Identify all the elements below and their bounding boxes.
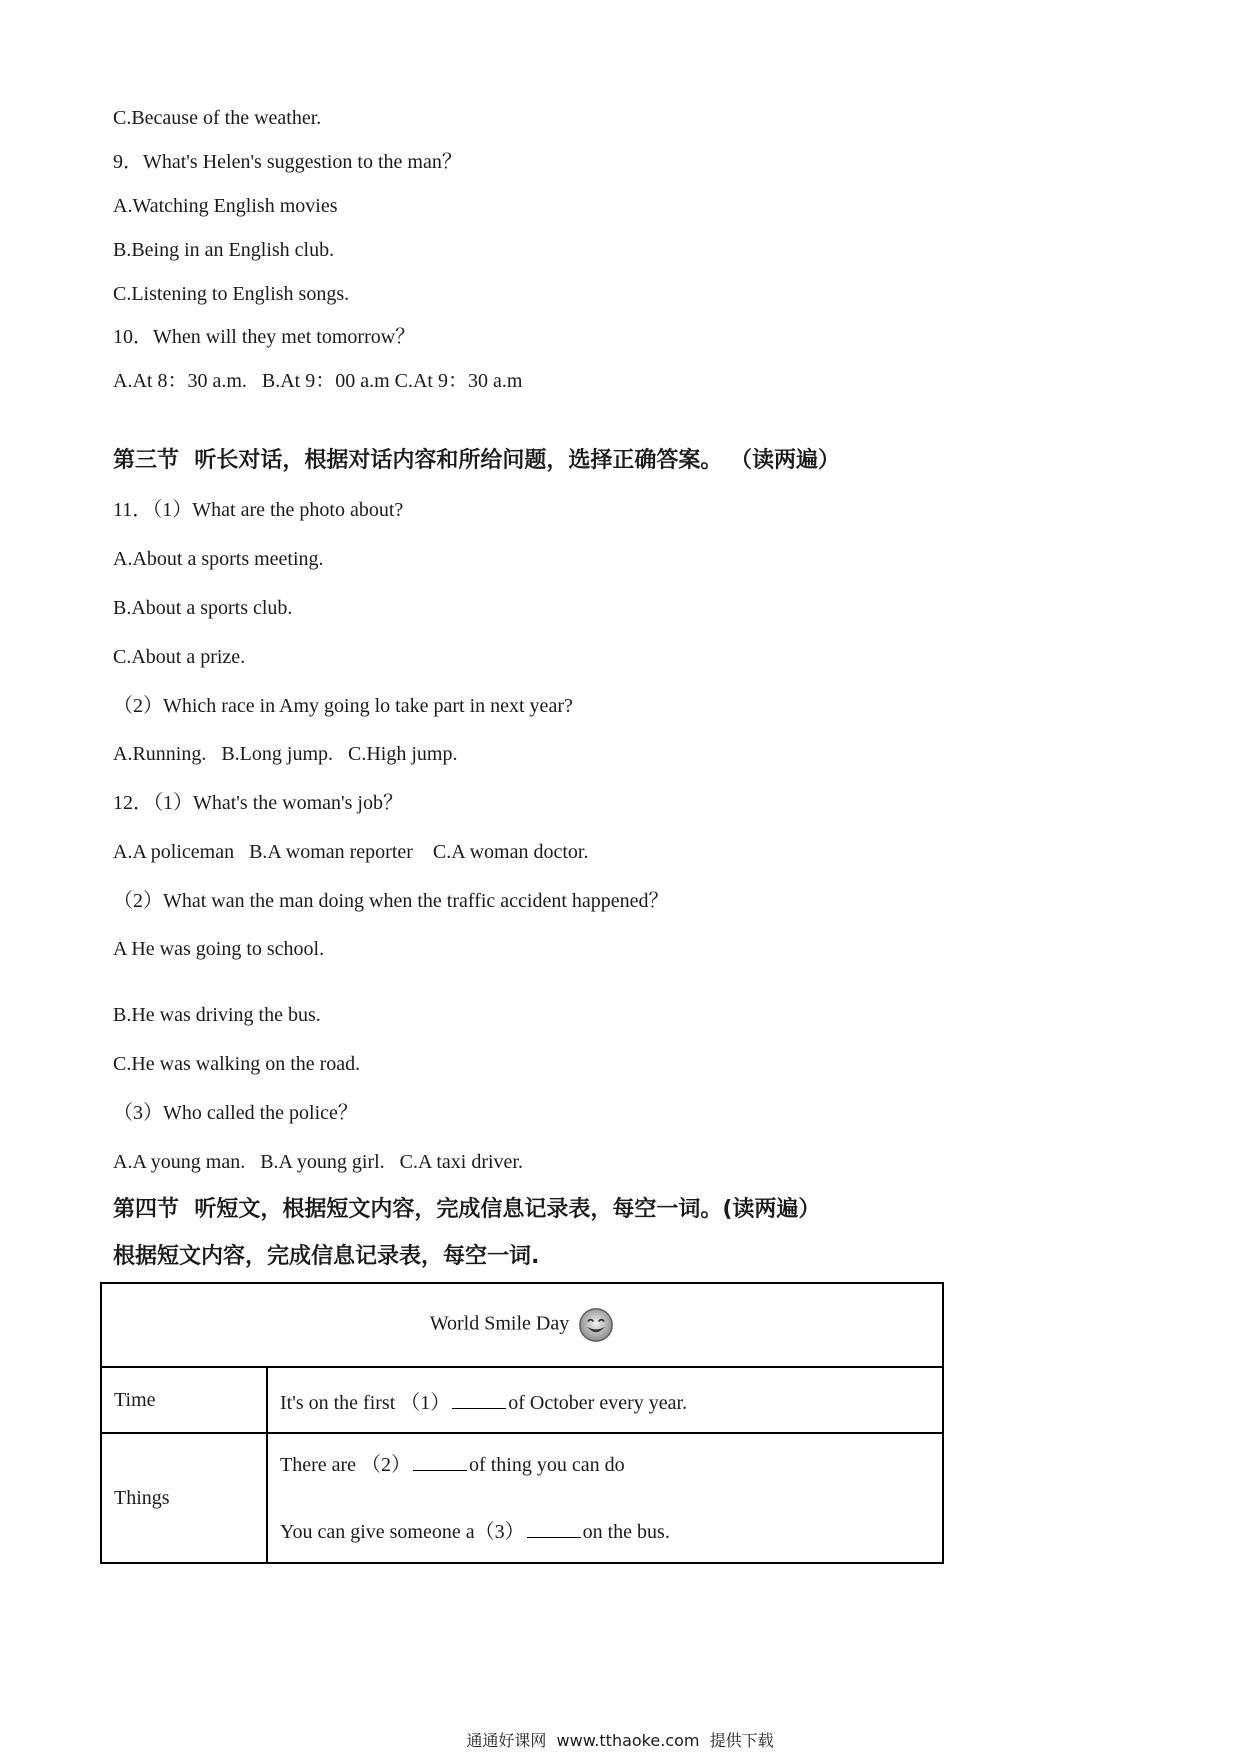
table-row xyxy=(101,1367,943,1433)
smiley-face-icon xyxy=(578,1307,614,1343)
things1-text-before: There are （2） xyxy=(280,1454,412,1476)
table-row xyxy=(101,1433,943,1563)
option-line: C.Because of the weather. xyxy=(113,107,322,129)
answer-blank-1[interactable] xyxy=(452,1390,506,1409)
info-record-table xyxy=(100,1282,944,1564)
question-11-1: 11．（1）What are the photo about? xyxy=(113,499,404,521)
option-line: C.He was walking on the road. xyxy=(113,1053,361,1075)
question-9: 9．What's Helen's suggestion to the man？ xyxy=(113,151,462,173)
question-11-2: （2）Which race in Amy going lo take part in next year? xyxy=(113,695,573,717)
question-12-2: （2）What wan the man doing when the traffic accident happened？ xyxy=(113,890,669,912)
row-label-time: Time xyxy=(101,1367,267,1433)
answer-blank-2[interactable] xyxy=(413,1452,467,1471)
option-line: B.About a sports club. xyxy=(113,597,293,619)
option-line: B.Being in an English club. xyxy=(113,239,335,261)
question-10: 10．When will they met tomorrow？ xyxy=(113,326,416,348)
things-answer-cell xyxy=(267,1433,943,1563)
things2-text-before: You can give someone a（3） xyxy=(280,1521,525,1543)
things2-text-after: on the bus. xyxy=(582,1521,670,1543)
question-12-1: 12．（1）What's the woman's job？ xyxy=(113,792,403,814)
option-line: C.About a prize. xyxy=(113,646,246,668)
time-text-after: of October every year. xyxy=(508,1391,688,1414)
row-label-things: Things xyxy=(101,1433,267,1563)
things-line-1 xyxy=(280,1452,930,1477)
option-line: A.A young man. B.A young girl. C.A taxi driver. xyxy=(113,1151,523,1173)
question-12-3: （3）Who called the police？ xyxy=(113,1102,358,1124)
option-line: A.About a sports meeting. xyxy=(113,548,324,570)
things1-text-after: of thing you can do xyxy=(469,1454,625,1476)
option-line: A.A policeman B.A woman reporter C.A woman doctor. xyxy=(113,841,589,863)
option-line: B.He was driving the bus. xyxy=(113,1004,321,1026)
answer-blank-3[interactable] xyxy=(527,1519,581,1538)
section-3-heading: 第三节 听长对话，根据对话内容和所给问题，选择正确答案。 （读两遍） xyxy=(113,448,840,473)
time-text-before: It's on the first （1） xyxy=(280,1391,451,1414)
things-line-2 xyxy=(280,1519,930,1544)
page-footer: 通通好课网 www.tthaoke.com 提供下载 xyxy=(466,1731,774,1750)
option-line: A He was going to school. xyxy=(113,938,325,960)
option-line: A.Running. B.Long jump. C.High jump. xyxy=(113,743,458,765)
option-line: A.Watching English movies xyxy=(113,195,338,217)
table-title: World Smile Day xyxy=(429,1312,570,1335)
time-answer-cell xyxy=(267,1367,943,1433)
table-title-cell xyxy=(101,1283,943,1367)
option-line: A.At 8：30 a.m. B.At 9：00 a.m C.At 9：30 a.m xyxy=(113,370,523,392)
section-4-heading: 第四节 听短文，根据短文内容，完成信息记录表，每空一词。(读两遍） xyxy=(113,1197,821,1222)
option-line: C.Listening to English songs. xyxy=(113,283,350,305)
section-4-instruction: 根据短文内容，完成信息记录表，每空一词. xyxy=(113,1244,540,1269)
